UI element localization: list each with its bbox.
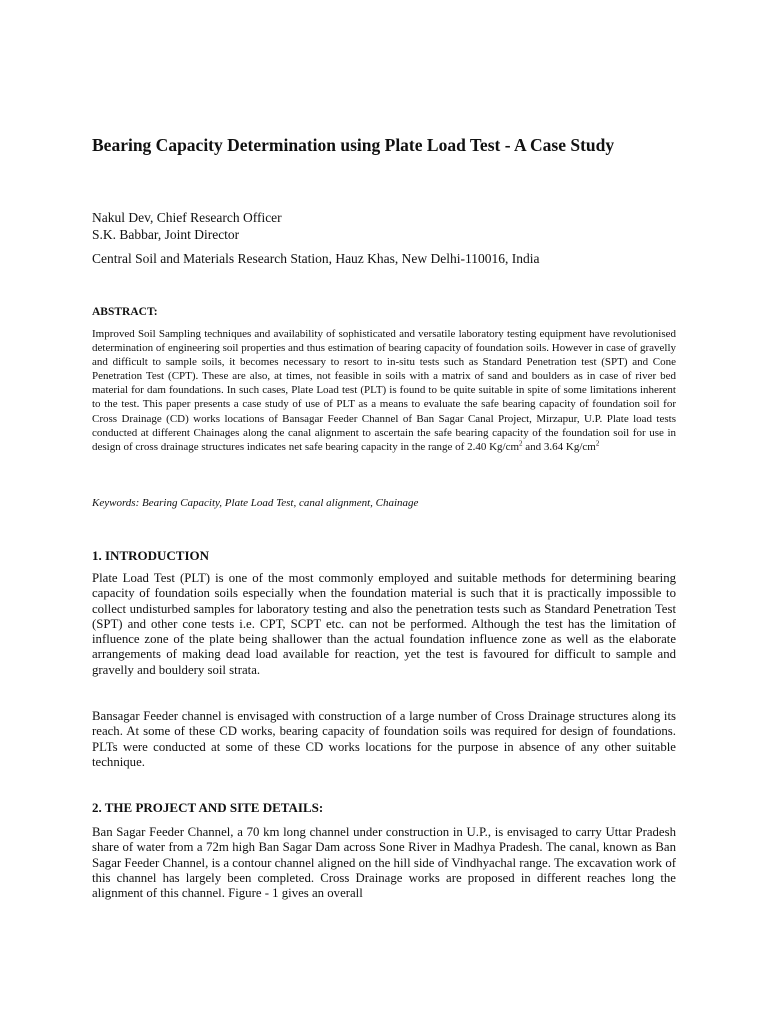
section-heading: 1. INTRODUCTION bbox=[92, 548, 210, 563]
paper-title: Bearing Capacity Determination using Plate Load Test - A Case Study bbox=[92, 135, 615, 155]
paragraph: Ban Sagar Feeder Channel, a 70 km long channel under construction in U.P., is envisaged to carry Uttar Pradesh share of water from a 72m high Ban Sagar Dam across Sone River in Madhya Pradesh. The canal, known as Ban Sagar Feeder Channel, is a contour channel aligned on the hill side of Vindhyachal range. The excavation work of this channel has largely been completed. Cross Drainage works are proposed in different reaches long the alignment of this channel. Figure - 1 gives an overall bbox=[92, 825, 676, 901]
author-list bbox=[92, 209, 282, 243]
abstract-body-end: and 3.64 Kg/cm bbox=[522, 440, 596, 453]
section-heading: 2. THE PROJECT AND SITE DETAILS: bbox=[92, 800, 324, 815]
affiliation: Central Soil and Materials Research Station, Hauz Khas, New Delhi-110016, India bbox=[92, 251, 540, 266]
paragraph: Bansagar Feeder channel is envisaged with construction of a large number of Cross Drainage structures along its reach. At some of these CD works, bearing capacity of foundation soils was required for design of foundations. PLTs were conducted at some of these CD works locations for the purpose in absence of any other suitable technique. bbox=[92, 709, 676, 769]
abstract-body: Improved Soil Sampling techniques and availability of sophisticated and versatile laboratory testing equipment have revolutionised determination of engineering soil properties and thus estimation of bearing capacity of foundation soils. However in case of gravelly and difficult to sample soils, it becomes necessary to resort to in-situ tests such as Standard Penetration test (SPT) and Cone Penetration Test (CPT). These are also, at times, not feasible in soils with a matrix of sand and boulders as in case of river bed material for dam foundations. In such cases, Plate Load test (PLT) is found to be quite suitable in spite of some limitations inherent to the test. This paper presents a case study of use of PLT as a means to evaluate the safe bearing capacity of foundation soil for Cross Drainage (CD) works locations of Bansagar Feeder Channel of Ban Sagar Canal Project, Mirzapur, U.P. Plate load tests conducted at different Chainages along the canal alignment to ascertain the safe bearing capacity of the foundation soil for use in design of cross drainage structures indicates net safe bearing capacity in the range of 2.40 Kg/cm bbox=[92, 328, 676, 453]
author-line: Nakul Dev, Chief Research Officer bbox=[92, 210, 282, 225]
abstract-text bbox=[92, 327, 676, 454]
keywords: Keywords: Bearing Capacity, Plate Load Test, canal alignment, Chainage bbox=[92, 497, 419, 509]
paragraph: Plate Load Test (PLT) is one of the most commonly employed and suitable methods for determining bearing capacity of foundation soils especially when the foundation material is such that it is practically impossible to collect undisturbed samples for laboratory testing and also the penetration tests such as Standard Penetration Test (SPT) and other cone tests i.e. CPT, SCPT etc. can not be performed. Although the test has the limitation of influence zone of the plate being shallower than the actual foundation influence zone as well as the elaborate arrangements of making dead load available for reaction, yet the test is favoured for difficult to sample and gravelly and bouldery soil strata. bbox=[92, 571, 676, 677]
author-line: S.K. Babbar, Joint Director bbox=[92, 227, 240, 242]
superscript: 2 bbox=[595, 439, 600, 448]
abstract-heading: ABSTRACT: bbox=[92, 306, 158, 318]
superscript: 2 bbox=[519, 439, 523, 448]
